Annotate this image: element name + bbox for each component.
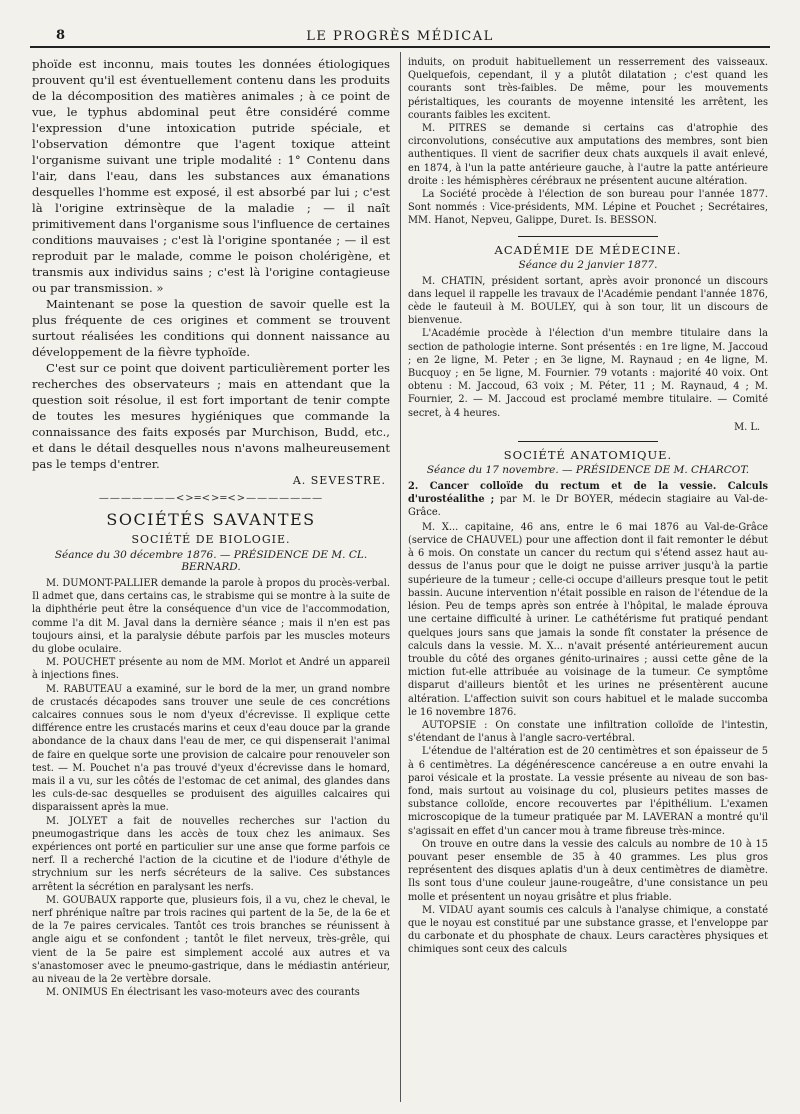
case-title-author: par M. le Dr BOYER, médecin stagiaire au Val-de-Grâce. bbox=[408, 493, 768, 518]
minutes-paragraph: M. POUCHET présente au nom de MM. Morlot et André un appareil à injections fines. bbox=[32, 657, 390, 682]
anatomy-seance bbox=[408, 464, 768, 476]
academy-seance bbox=[408, 259, 768, 271]
seance-date-text: Séance du 30 décembre 1876. — PRÉSIDENCE DE M. CL. BERNARD. bbox=[54, 549, 368, 573]
ornament-divider: ———————<>═<>═<>——————— bbox=[98, 493, 324, 504]
case-paragraph: AUTOPSIE : On constate une infiltration colloïde de l'intestin, s'étendant de l'anus à l'angle sacro-vertébral. bbox=[408, 719, 768, 745]
right-column bbox=[408, 56, 768, 957]
case-title-bold: 2. Cancer colloïde du rectum et de la vessie. Calculs d'urostéalithe ; bbox=[408, 480, 768, 505]
case-paragraph: On trouve en outre dans la vessie des calculs au nombre de 10 à 15 pouvant peser ensemble de 35 à 40 grammes. Les plus gros représentent des disques aplatis d'un à deux centimètres de diamètre. Ils sont tous d'une couleur jaune-rougeâtre, d'une consistance un peu molle et présentent un noyau grisâtre et plus friable. bbox=[408, 838, 768, 903]
minutes-paragraph: M. CHATIN, président sortant, après avoir prononcé un discours dans lequel il rappelle les travaux de l'Académie pendant l'année 1876, cède le fauteuil à M. BOULEY, qui à son tour, lit un discours de bienvenue. bbox=[408, 275, 768, 327]
column-divider bbox=[400, 52, 401, 1102]
text-paragraph: phoïde est inconnu, mais toutes les données étiologiques prouvent qu'il est éventuellement contenu dans les produits de la décomposition des matières animales ; à ce point de vue, le typhus abdominal peut être considéré comme l'expression d'une intoxication putride spéciale, et l'observation démontre que l'agent toxique atteint l'organisme suivant une triple modalité : 1° Contenu dans l'air, dans l'eau, dans les substances aux émanations desquelles l'homme est exposé, il est absorbé par lui ; c'est là l'origine extrinsèque de la maladie ; — il naît primitivement dans l'organisme sous l'influence de certaines conditions mauvaises ; c'est là l'origine spontanée ; — il est reproduit par le malade, comme le poison cholérigène, et transmis aux individus sains ; c'est là l'origine contagieuse ou par transmission. » bbox=[32, 57, 390, 295]
academy-signature: M. L. bbox=[734, 421, 760, 433]
seance-date bbox=[32, 549, 390, 573]
section-title: SOCIÉTÉS SAVANTES bbox=[106, 510, 316, 529]
minutes-paragraph: La Société procède à l'élection de son bureau pour l'année 1877. Sont nommés : Vice-présidents, MM. Lépine et Pouchet ; Secrétaires, MM. Hanot, Nepveu, Galippe, Duret. Is. BESSON. bbox=[408, 189, 768, 227]
academy-seance-text: Séance du 2 janvier 1877. bbox=[518, 258, 658, 271]
minutes-paragraph: L'Académie procède à l'élection d'un membre titulaire dans la section de pathologie interne. Sont présentés : en 1re ligne, M. Jaccoud ; en 2e ligne, M. Peter ; en 3e ligne, M. Raynaud ; en 4e ligne, M. Bucquoy ; en 5e ligne, M. Fournier. 79 votants : majorité 40 voix. Ont obtenu : M. Jaccoud, 63 voix ; M. Péter, 11 ; M. Raynaud, 4 ; M. Fournier, 2. — M. Jaccoud est proclamé membre titulaire. — Comité secret, à 4 heures. bbox=[408, 328, 768, 419]
case-paragraph: M. X... capitaine, 46 ans, entre le 6 mai 1876 au Val-de-Grâce (service de CHAUVEL) pour une affection dont il fait remonter le début à 6 mois. On constate un cancer du rectum qui s'étend assez haut au-dessus de l'anus pour que le doigt ne puisse arriver jusqu'à la partie supérieure de la tumeur ; celle-ci occupe d'ailleurs presque tout le petit bassin. Aucune intervention n'était possible en raison de l'étendue de la lésion. Peu de temps après son entrée à l'hôpital, le malade éprouva une certaine difficulté à uriner. Le cathétérisme fut pratiqué pendant quelques jours sans que jamais la sonde fît constater la présence de calculs dans la vessie. M. X... n'avait présenté antérieurement aucun trouble du côté des organes génito-urinaires ; aussi cette gêne de la miction fut-elle attribuée au voisinage de la tumeur. Ce symptôme disparut d'ailleurs bientôt et les urines ne présentèrent aucune altération. L'affection suivit son cours habituel et le malade succomba le 16 novembre 1876. bbox=[408, 521, 768, 718]
society-title: SOCIÉTÉ DE BIOLOGIE. bbox=[131, 533, 291, 546]
minutes-paragraph: M. ONIMUS En électrisant les vaso-moteurs avec des courants bbox=[46, 987, 360, 999]
minutes-paragraph: M. PITRES se demande si certains cas d'atrophie des circonvolutions, consécutive aux amputations des membres, sont bien authentiques. Il vient de sacrifier deux chats auxquels il avait enlevé, en 1874, à l'un la patte antérieure gauche, à l'autre la patte antérieure droite : les hémisphères cérébraux ne présentent aucune altération. bbox=[408, 123, 768, 187]
academy-title: ACADÉMIE DE MÉDECINE. bbox=[494, 242, 682, 257]
minutes-paragraph: M. GOUBAUX rapporte que, plusieurs fois, il a vu, chez le cheval, le nerf phrénique naître par trois racines qui partent de la 5e, de la 6e et de la 7e paires cervicales. Tantôt ces trois branches se réunissent à angle aigu et se confondent ; tantôt le filet nerveux, très-grêle, qui vient de la 5e paire est simplement accolé aux autres et va s'anastomoser avec le pneumo-gastrique, dans le médiastin antérieur, au niveau de la 2e vertèbre dorsale. bbox=[32, 894, 390, 986]
minutes-paragraph: induits, on produit habituellement un resserrement des vaisseaux. Quelquefois, cependant, il y a plutôt dilatation ; c'est quand les courants sont très-faibles. De même, pour les mouvements péristaltiques, les courants de moyenne intensité les arrêtent, les courants faibles les excitent. bbox=[408, 57, 768, 121]
journal-title: LE PROGRÈS MÉDICAL bbox=[306, 29, 494, 44]
page-header bbox=[30, 22, 770, 48]
minutes-paragraph: M. JOLYET a fait de nouvelles recherches sur l'action du pneumogastrique dans les accès de toux chez les animaux. Ses expériences ont porté en particulier sur une anse que forme parfois ce nerf. Il a recherché l'action de la cicutine et de l'iodure d'éthyle de strychnium sur les nerfs sécréteurs de la salive. Ces substances arrêtent la sécrétion en paralysant les nerfs. bbox=[32, 815, 390, 893]
text-paragraph: Maintenant se pose la question de savoir quelle est la plus fréquente de ces origines et comment se trouvent surtout réalisées les conditions qui donnent naissance au développement de la fièvre typhoïde. bbox=[32, 297, 390, 359]
author-signature: A. SEVESTRE. bbox=[292, 474, 386, 487]
text-paragraph: C'est sur ce point que doivent particulièrement porter les recherches des observateurs ; mais en attendant que la question soit résolue, il est fort important de tenir compte de toutes les mesures hygiéniques que commande la connaissance des faits exposés par Murchison, Budd, etc., et dans le détail desquelles nous n'avons malheureusement pas le temps d'entrer. bbox=[32, 361, 390, 471]
left-column bbox=[32, 56, 390, 1000]
case-paragraph: M. VIDAU ayant soumis ces calculs à l'analyse chimique, a constaté que le noyau est constitué par une substance grasse, et l'enveloppe par du carbonate et du phosphate de chaux. Leurs caractères physiques et chimiques sont ceux des calculs bbox=[408, 904, 768, 956]
page-number: 8 bbox=[56, 28, 66, 43]
minutes-paragraph: M. RABUTEAU a examiné, sur le bord de la mer, un grand nombre de crustacés décapodes sans trouver une seule de ces concrétions calcaires connues sous le nom d'yeux d'écrevisse. Il explique cette différence entre les crustacés marins et ceux d'eau douce par la grande abondance de la chaux dans l'eau de mer, ce qui dispenserait l'animal de faire en quelque sorte une provision de calcaire pour renouveler son test. — M. Pouchet n'a pas trouvé d'yeux d'écrevisse dans le homard, mais il a vu, sur les côtés de l'estomac de cet animal, des glandes dans les culs-de-sac desquelles se produisent des aiguilles calcaires qui disparaissent après la mue. bbox=[32, 683, 390, 814]
section-rule bbox=[518, 441, 658, 442]
section-rule bbox=[518, 236, 658, 237]
case-paragraph: L'étendue de l'altération est de 20 centimètres et son épaisseur de 5 à 6 centimètres. La dégénérescence cancéreuse a en outre envahi la paroi vésicale et la prostate. La vessie présente au niveau de son bas-fond, mais surtout au voisinage du col, plusieurs petites masses de substance colloïde, encore recouvertes par l'épithélium. L'examen microscopique de la tumeur pratiquée par M. LAVERAN a montré qu'il s'agissait en effet d'un cancer mou à trame fibreuse très-mince. bbox=[408, 746, 768, 837]
anatomy-title: SOCIÉTÉ ANATOMIQUE. bbox=[503, 447, 673, 462]
minutes-paragraph: M. DUMONT-PALLIER demande la parole à propos du procès-verbal. Il admet que, dans certains cas, le strabisme qui se montre à la suite de la diphthérie peut être la conséquence d'un vice de l'accommodation, comme l'a dit M. Javal dans la dernière séance ; mais il n'en est pas toujours ainsi, et la paralysie débute parfois par les muscles moteurs du globe oculaire. bbox=[32, 578, 390, 656]
case-title bbox=[408, 480, 768, 519]
anatomy-seance-text: Séance du 17 novembre. — PRÉSIDENCE DE M. CHARCOT. bbox=[426, 463, 750, 476]
